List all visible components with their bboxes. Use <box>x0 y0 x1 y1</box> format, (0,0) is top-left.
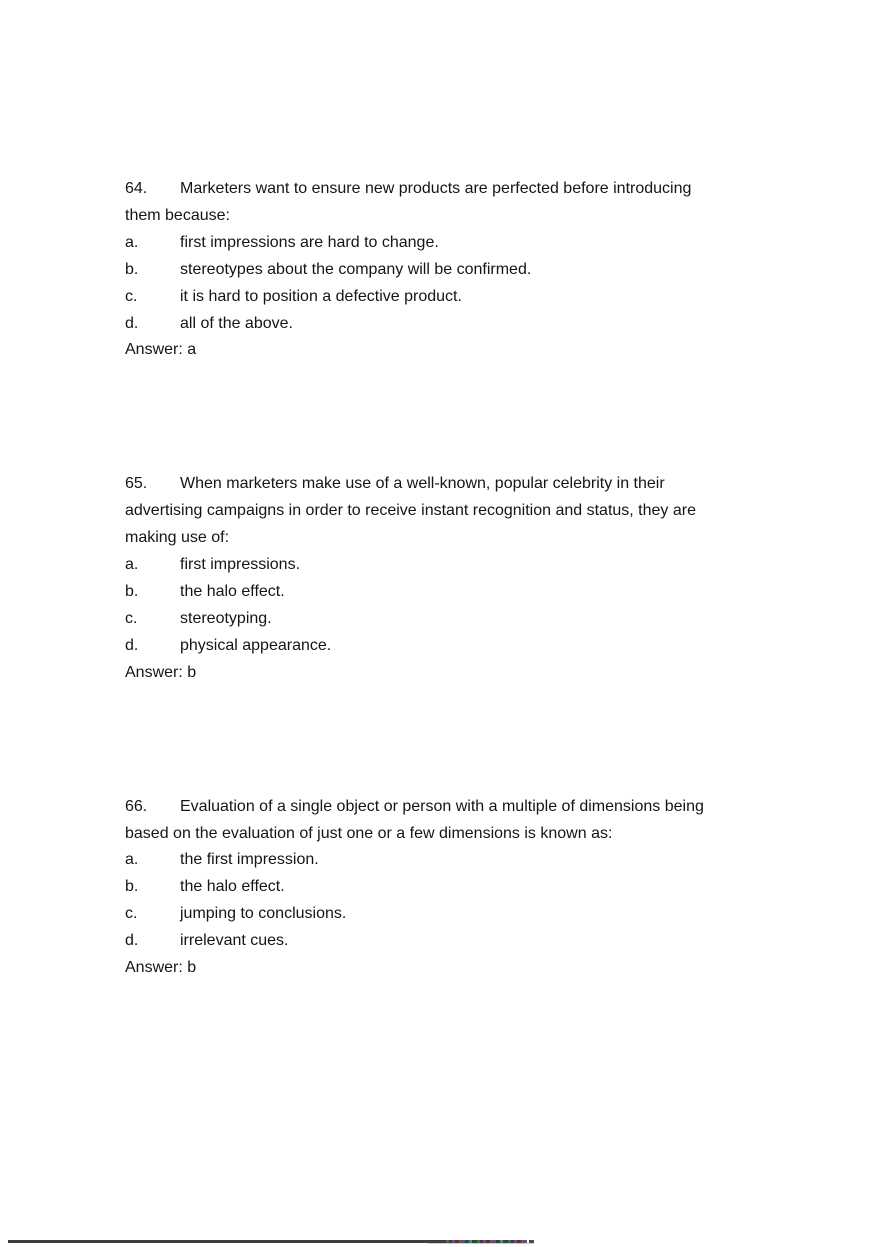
question-list <box>125 176 765 1089</box>
answer-line: Answer: a <box>125 341 197 359</box>
option-letter: a. <box>125 851 139 869</box>
option-a <box>125 552 765 579</box>
option-text: it is hard to position a defective product. <box>180 287 462 305</box>
option-a <box>125 230 765 257</box>
option-text: the halo effect. <box>180 878 285 896</box>
question-stem-line <box>125 794 765 821</box>
option-c <box>125 901 765 928</box>
option-text: stereotyping. <box>180 609 272 627</box>
question-stem-text: Evaluation of a single object or person with a multiple of dimensions being <box>180 797 704 815</box>
option-letter: a. <box>125 556 139 574</box>
question-number: 66. <box>125 797 148 815</box>
question-number: 64. <box>125 180 148 197</box>
option-letter: b. <box>125 582 139 600</box>
option-text: first impressions are hard to change. <box>180 233 439 251</box>
option-letter: a. <box>125 233 139 251</box>
question-block-66 <box>125 794 765 982</box>
option-letter: d. <box>125 932 139 950</box>
question-stem-line <box>125 176 765 203</box>
option-d <box>125 633 765 660</box>
question-stem-line: making use of: <box>125 529 230 547</box>
option-text: irrelevant cues. <box>180 932 289 950</box>
question-stem-text: Marketers want to ensure new products are perfected before introducing <box>180 180 692 197</box>
option-d <box>125 928 765 955</box>
option-letter: b. <box>125 260 139 278</box>
option-letter: c. <box>125 287 138 305</box>
question-stem-line: advertising campaigns in order to receive instant recognition and status, they are <box>125 502 696 520</box>
option-a <box>125 847 765 874</box>
option-text: all of the above. <box>180 314 293 332</box>
question-stem-line <box>125 471 765 498</box>
question-stem-line: based on the evaluation of just one or a few dimensions is known as: <box>125 824 613 842</box>
option-c <box>125 284 765 311</box>
question-block-65 <box>125 471 765 686</box>
option-b <box>125 874 765 901</box>
answer-line: Answer: b <box>125 663 197 681</box>
option-text: jumping to conclusions. <box>180 905 347 923</box>
option-letter: c. <box>125 905 138 923</box>
option-b <box>125 579 765 606</box>
option-b <box>125 257 765 284</box>
option-letter: d. <box>125 636 139 654</box>
footer-rule <box>8 1240 446 1243</box>
option-letter: b. <box>125 878 139 896</box>
option-text: the first impression. <box>180 851 319 869</box>
option-text: first impressions. <box>180 556 301 574</box>
answer-line: Answer: b <box>125 959 197 977</box>
question-stem-text: When marketers make use of a well-known, popular celebrity in their <box>180 475 665 493</box>
option-d <box>125 311 765 338</box>
option-letter: c. <box>125 609 138 627</box>
option-text: stereotypes about the company will be confirmed. <box>180 260 532 278</box>
option-text: physical appearance. <box>180 636 332 654</box>
option-c <box>125 606 765 633</box>
option-text: the halo effect. <box>180 582 285 600</box>
footer-watermark-line <box>8 1240 534 1245</box>
option-letter: d. <box>125 314 139 332</box>
question-number: 65. <box>125 475 148 493</box>
question-stem-line: them because: <box>125 206 230 224</box>
question-block-64 <box>125 176 765 364</box>
footer-rule-shadow <box>428 1243 534 1244</box>
